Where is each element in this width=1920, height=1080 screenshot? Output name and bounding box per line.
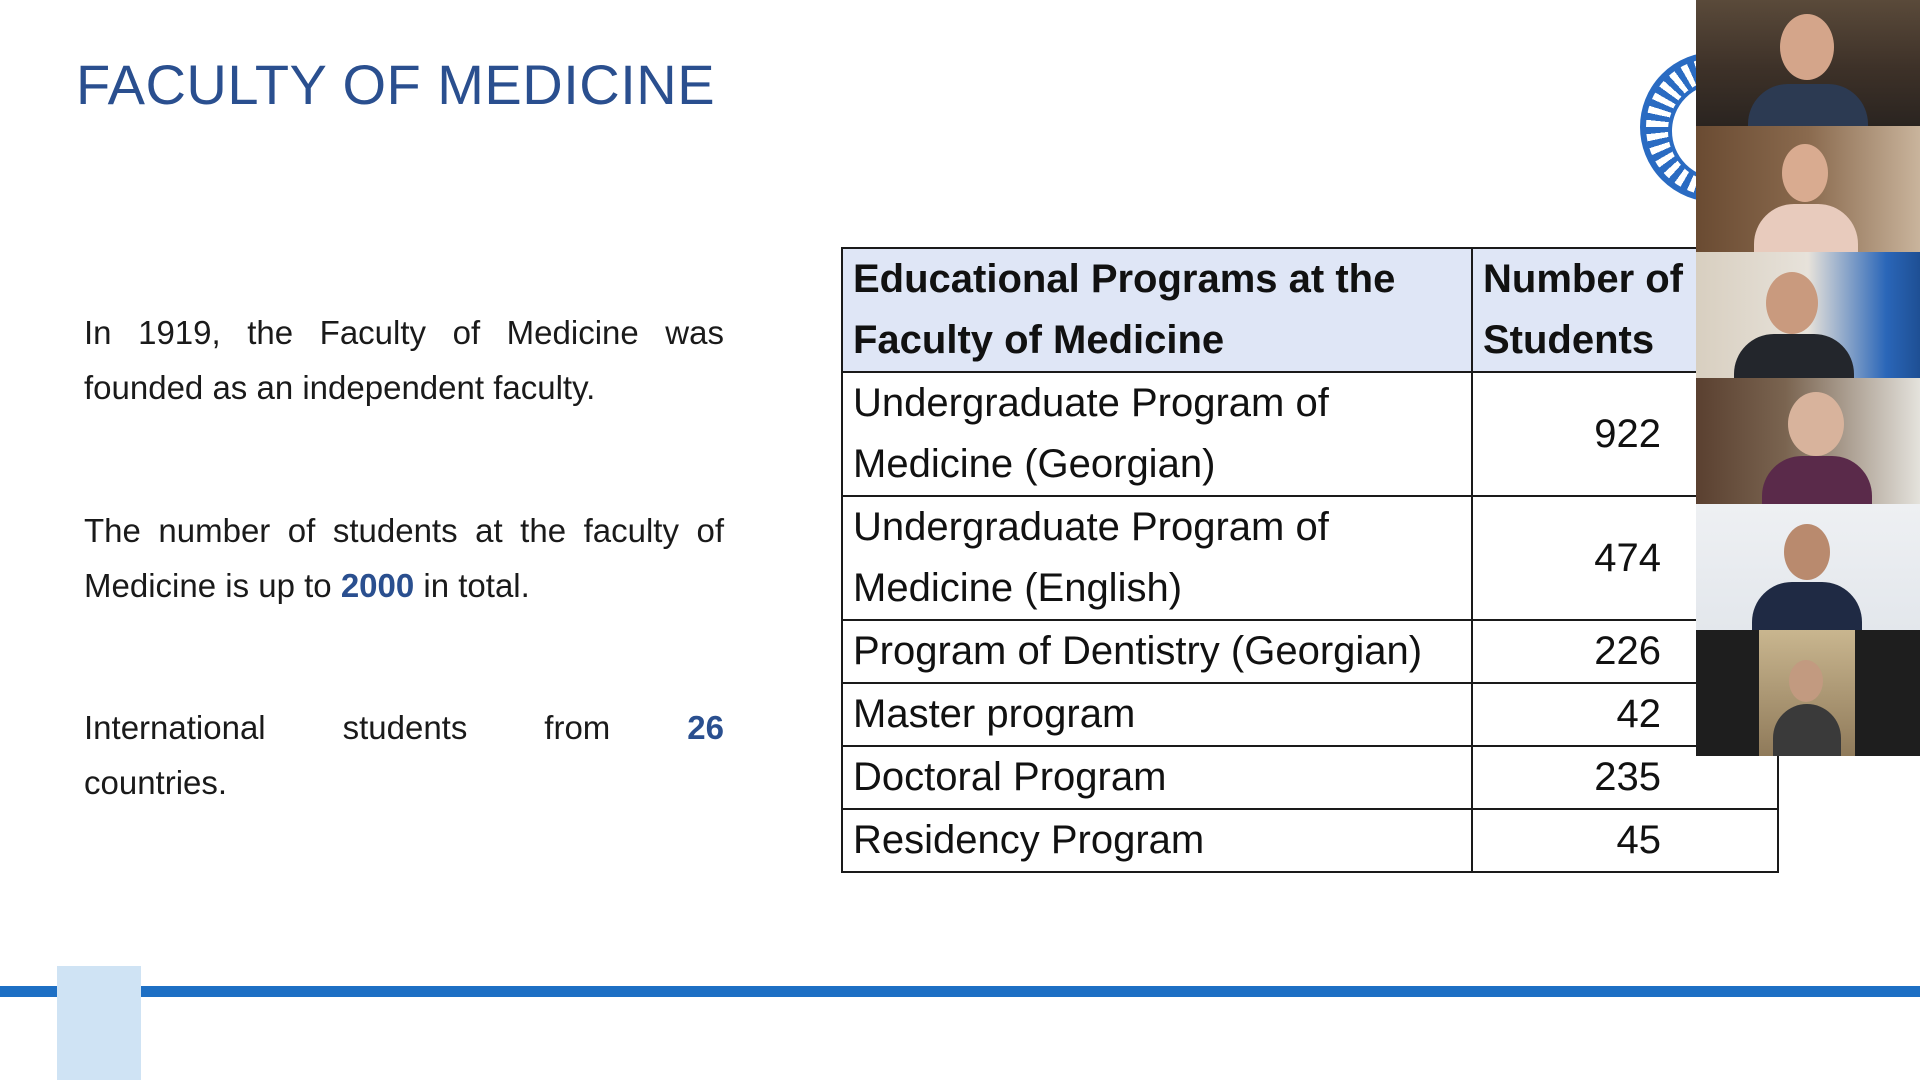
students-paragraph: [84, 503, 724, 613]
footer-accent-box: [57, 966, 141, 1080]
intl-word-2: students: [342, 709, 468, 746]
program-name: Undergraduate Program of Medicine (English): [842, 496, 1472, 620]
international-paragraph: [84, 700, 724, 810]
participant-video-tile[interactable]: [1696, 252, 1920, 378]
header-students: Number of Students: [1472, 248, 1778, 372]
program-name: Residency Program: [842, 809, 1472, 872]
student-count: 226: [1472, 620, 1778, 683]
program-name: Doctoral Program: [842, 746, 1472, 809]
intl-word-3: from: [544, 709, 611, 746]
participant-video-tile[interactable]: [1696, 630, 1920, 756]
student-count: 45: [1472, 809, 1778, 872]
participant-video-tile[interactable]: [1696, 126, 1920, 252]
founding-paragraph: In 1919, the Faculty of Medicine was founded as an independent faculty.: [84, 314, 724, 406]
table-row: [842, 809, 1778, 872]
program-name: Master program: [842, 683, 1472, 746]
intl-word-1: International: [84, 709, 266, 746]
program-name: Undergraduate Program of Medicine (Georgian): [842, 372, 1472, 496]
table-row: [842, 746, 1778, 809]
students-text-pre: The number of students at the faculty of Medicine is up to: [84, 512, 724, 604]
footer-bar: [0, 986, 1920, 997]
participant-video-strip: [1696, 0, 1920, 756]
table-row: [842, 683, 1778, 746]
table-row: [842, 372, 1778, 496]
countries-count: 26: [687, 709, 724, 746]
students-total: 2000: [340, 567, 415, 604]
participant-video-tile[interactable]: [1696, 0, 1920, 126]
participant-video-tile[interactable]: [1696, 378, 1920, 504]
intl-word-countries: countries.: [84, 764, 228, 801]
table-header-row: [842, 248, 1778, 372]
student-count: 474: [1472, 496, 1778, 620]
participant-video-tile[interactable]: [1696, 504, 1920, 630]
header-program: Educational Programs at the Faculty of Medicine: [842, 248, 1472, 372]
student-count: 922: [1472, 372, 1778, 496]
student-count: 235: [1472, 746, 1778, 809]
programs-table: [841, 247, 1779, 873]
table-row: [842, 496, 1778, 620]
students-text-post: in total.: [414, 567, 530, 604]
table-row: [842, 620, 1778, 683]
slide-title: FACULTY OF MEDICINE: [76, 53, 716, 116]
student-count: 42: [1472, 683, 1778, 746]
program-name: Program of Dentistry (Georgian): [842, 620, 1472, 683]
